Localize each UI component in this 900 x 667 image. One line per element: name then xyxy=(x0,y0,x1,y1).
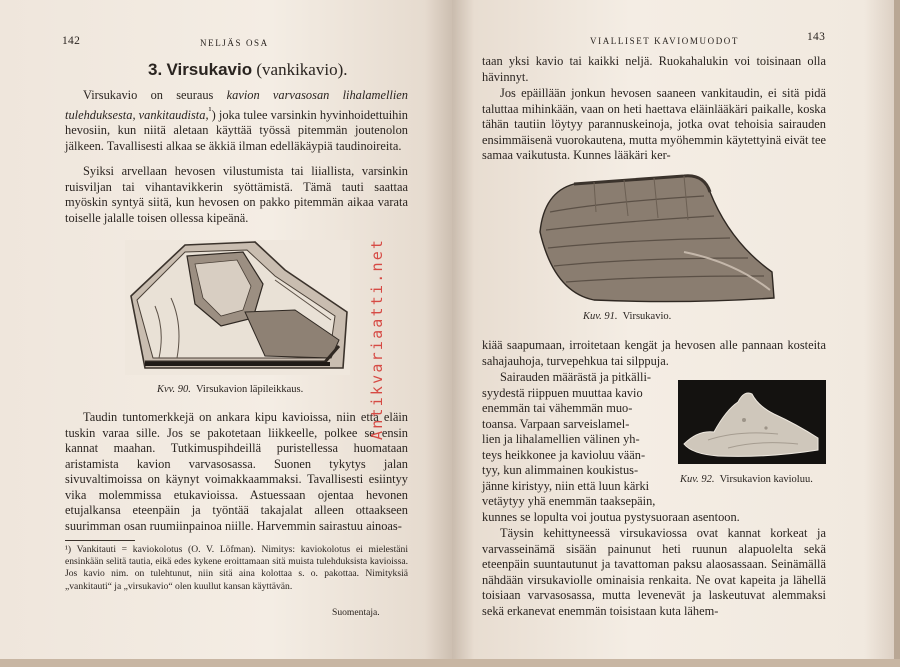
paragraph: Taudin tuntomerkkejä on ankara kipu kavioissa, niin että eläin tuskin varaa sille. Jos se pakotetaan liikkeelle, polkee se ensin kannat maahan. Tutkimuspihdeillä puristellessa huomataan aristamista kavion varvasosassa. Suonen tykytys jalan sivuvaltimoissa on käynyt voimakkaammaksi. Tavallisesti esiintyy vika molemmissa etukavioissa. Astuessaan ojentaa hevonen etujalkansa eteenpäin ja työntää takajalat alleen ottaakseen suurimman osan ruumiinpainoa niille. Harvemmin sairastuu ainoas- xyxy=(65,410,408,533)
text-line: jänne kiristyy, niin että luun kärki xyxy=(482,478,650,493)
figure-caption-text: Virsukavio. xyxy=(622,311,672,322)
figure-caption xyxy=(157,384,303,395)
text-line: tyy, kun alimmainen koukistus- xyxy=(482,463,639,477)
figure-label: Kuv. 91. xyxy=(583,311,618,322)
paragraph: taan yksi kavio tai kaikki neljä. Ruokahalukin voi toisinaan olla hävinnyt. xyxy=(482,54,826,84)
page-edge xyxy=(894,0,900,667)
book-bottom-edge xyxy=(0,659,900,667)
paragraph: Syiksi arvellaan hevosen vilustumista tai liiallista, varsinkin ruisviljan tai vihantavikkerin syöttämistä. Tämä tauti saattaa myöskin syntyä siitä, kun hevosen on pakko pitemmän aikaa varata toiselle jalalle toisen ollessa kipeänä. xyxy=(65,164,408,225)
footnote-ref: ¹ xyxy=(208,105,212,117)
hoof-cross-section-illustration xyxy=(125,240,350,375)
paragraph: kiää saapumaan, irroitetaan kengät ja hevosen alle pannaan kosteita sahajauhoja, turvepehkua tai silppuja. xyxy=(482,338,826,368)
section-alt-title: (vankikavio). xyxy=(256,60,348,79)
text-line: syydestä riippuen muuttaa kavio xyxy=(482,385,643,400)
hoof-exterior-illustration xyxy=(534,172,779,307)
figure-caption-text: Virsukavion kavioluu. xyxy=(719,474,813,485)
figure-label: Kvv. 90. xyxy=(157,384,191,395)
coffin-bone-photo xyxy=(678,380,826,464)
paragraph: Jos epäillään jonkun hevosen saaneen vankitaudin, ei sitä pidä taluttaa mihinkään, vaan on heti haettava eläinlääkäri paikalle, koska tähän tautiin löytyy parannuskeinoja, jotka ovat tehoisia sairauden ensimmäisenä vuorokautena, mutta myöhemmin käytettyinä eivät tee samaa vaikutusta. Kunnes lääkäri ker- xyxy=(482,86,826,162)
page-number-left: 142 xyxy=(62,35,81,47)
italic-phrase: kavion varvasosan lihalamellien tulehduksesta, vankitaudista, xyxy=(65,88,408,122)
paragraph xyxy=(65,88,408,154)
page-number-right: 143 xyxy=(807,31,826,43)
figure-label: Kuv. 92. xyxy=(680,474,715,485)
text-line: teys heikkonee ja kavioluu vään- xyxy=(482,447,646,462)
footnote-signature: Suomentaja. xyxy=(332,607,380,618)
paragraph: Täysin kehittyneessä virsukaviossa ovat kannat korkeat ja varvasseinämä sisään painunut heti ruunun alapuolelta sekä eteenpäin suuntautunut ja tavattoman paksu alaosassaan. Seinämällä nähdään virsukaviolle ominaisia renkaita. Ne ovat kapeita ja lähellä toisiaan varvasosassa, mutta levenevät ja laskeutuvat alemmaksi sekä erkanevat enemmän toisistaan kuta lähem- xyxy=(482,526,826,618)
paragraph-text: ) joka tulee varsinkin hyvinhoidettuihin hevosiin, kun niitä aletaan käyttää työssä pitemmän joutenolon jälkeen. Tavallisesti alkaa se äkkiä ilman edelläkäypiä taudinoireita. xyxy=(65,107,408,153)
text-line: toansa. Varpaan sarveislamel- xyxy=(482,416,630,431)
running-head-left: NELJÄS OSA xyxy=(200,38,269,48)
figure-caption xyxy=(583,311,671,322)
footnote-rule xyxy=(65,540,135,541)
text-line: lien ja lihalamellien välinen yh- xyxy=(482,432,640,446)
footnote: ¹) Vankitauti = kaviokolotus (O. V. Löfman). Nimitys: kaviokolotus ei mielestäni ensinkään selitä tautia, eikä edes kykene eroittamaan sitä muista tulehduksista kavioissa. Jos kavio nim. on tulehtunut, niin sitä aina kolottaa s. o. pakottaa. Nimityksiä „vankitauti“ ja „virsukavio“ olen kuullut kansan käyttävän. xyxy=(65,544,408,592)
text-line: Sairauden määrästä ja pitkälli- xyxy=(500,370,652,384)
paragraph-text: Virsukavio on seuraus xyxy=(83,88,227,102)
right-page xyxy=(452,0,900,667)
section-title: Virsukavio xyxy=(166,60,253,79)
running-head-right: VIALLISET KAVIOMUODOT xyxy=(590,36,740,46)
section-number: 3. xyxy=(148,60,163,79)
watermark-stamp: Antikvariaatti.net xyxy=(368,237,386,440)
section-heading xyxy=(148,60,347,80)
text-line: vetäytyy yhä enemmän taaksepäin, xyxy=(482,494,656,508)
text-line: kunnes se lopulta voi joutua pystysuoraan asentoon. xyxy=(482,509,740,524)
figure-caption-text: Virsukavion läpileikkaus. xyxy=(195,384,304,395)
text-line: enemmän tai vähemmän muo- xyxy=(482,401,633,415)
figure-caption xyxy=(680,474,813,485)
